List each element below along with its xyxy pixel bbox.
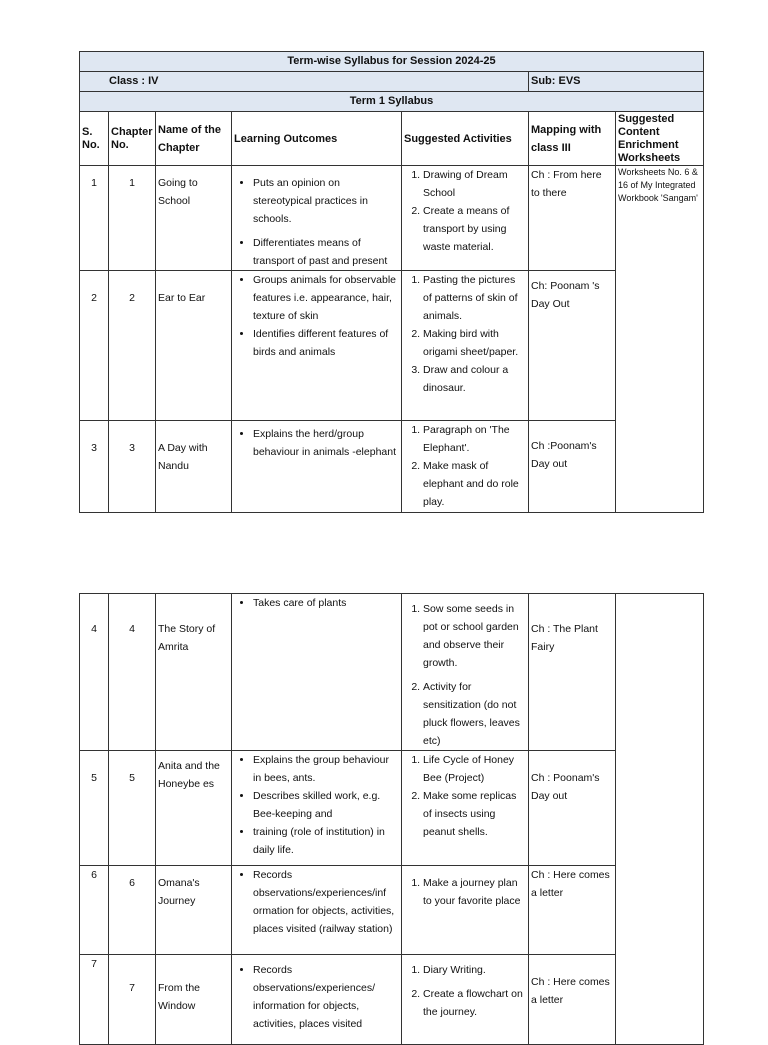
row-chapter-no: 5 [109, 751, 156, 866]
row-chapter-name: A Day with Nandu [156, 421, 232, 513]
enrichment-empty [616, 594, 704, 1045]
row-chapter-no: 2 [109, 271, 156, 421]
term-label: Term 1 Syllabus [80, 92, 704, 112]
activity-item: 1. Sow some seeds in pot or school garden and observe their growth. [423, 600, 526, 672]
row-mapping: Ch : The Plant Fairy [529, 594, 616, 751]
syllabus-table-term1 [79, 51, 704, 513]
activity-item: 1. Drawing of Dream School [423, 166, 526, 202]
row-sno: 3 [80, 421, 109, 513]
outcome-item: • Groups animals for observable features i.e. appearance, hair, texture of skin [253, 271, 399, 325]
row-sno: 6 [80, 866, 109, 955]
row-chapter-no: 1 [109, 166, 156, 271]
activity-item: 2. Activity for sensitization (do not pluck flowers, leaves etc) [423, 678, 526, 750]
outcome-item: • Describes skilled work, e.g. Bee-keeping and [253, 787, 399, 823]
col-suggested-activities: Suggested Activities [402, 112, 529, 166]
row-sno: 2 [80, 271, 109, 421]
table-row [80, 751, 704, 866]
row-mapping: Ch : From here to there [529, 166, 616, 271]
row-sno: 5 [80, 751, 109, 866]
activity-item: 3. Draw and colour a dinosaur. [423, 361, 526, 397]
col-enrichment: Suggested Content Enrichment Worksheets [616, 112, 704, 166]
col-sno: S. No. [80, 112, 109, 166]
row-chapter-no: 6 [109, 866, 156, 955]
table-row [80, 421, 704, 513]
row-mapping: Ch :Poonam's Day out [529, 421, 616, 513]
row-sno: 1 [80, 166, 109, 271]
outcome-item: • Explains the group behaviour in bees, ants. [253, 751, 399, 787]
outcome-item: • Explains the herd/group behaviour in animals -elephant [253, 425, 399, 461]
outcome-item: • Differentiates means of transport of past and present [253, 234, 399, 270]
table-row [80, 594, 704, 751]
activity-item: 1. Make a journey plan to your favorite place [423, 874, 526, 910]
activity-item: 1. Life Cycle of Honey Bee (Project) [423, 751, 526, 787]
col-chapter-no: Chapter No. [109, 112, 156, 166]
subject-label: Sub: EVS [529, 72, 704, 92]
row-mapping: Ch: Poonam 's Day Out [529, 271, 616, 421]
row-chapter-name: The Story of Amrita [156, 594, 232, 751]
row-chapter-name: Ear to Ear [156, 271, 232, 421]
row-sno: 7 [80, 955, 109, 1045]
outcome-item: • Records observations/experiences/ information for objects, activities, places visited [253, 961, 399, 1033]
outcome-item: • Takes care of plants [253, 594, 399, 612]
activity-item: 2. Make some replicas of insects using peanut shells. [423, 787, 526, 841]
activity-item: 2. Create a means of transport by using waste material. [423, 202, 526, 256]
class-label: Class : IV [80, 72, 529, 92]
col-mapping: Mapping with class III [529, 112, 616, 166]
outcome-item: • Identifies different features of birds and animals [253, 325, 399, 361]
outcome-item: • Puts an opinion on stereotypical practices in schools. [253, 174, 399, 228]
activity-item: 2. Create a flowchart on the journey. [423, 985, 526, 1021]
row-chapter-name: From the Window [156, 955, 232, 1045]
row-chapter-name: Anita and the Honeybe es [156, 751, 232, 866]
table-row [80, 955, 704, 1045]
table-row [80, 866, 704, 955]
row-chapter-name: Omana's Journey [156, 866, 232, 955]
col-chapter-name: Name of the Chapter [156, 112, 232, 166]
enrichment-note: Worksheets No. 6 & 16 of My Integrated Workbook 'Sangam' [616, 166, 704, 513]
outcome-item: • training (role of institution) in daily life. [253, 823, 399, 859]
row-chapter-name: Going to School [156, 166, 232, 271]
row-mapping: Ch : Here comes a letter [529, 866, 616, 955]
table-row [80, 166, 704, 271]
activity-item: 2. Make mask of elephant and do role play. [423, 457, 526, 511]
activity-item: 1. Diary Writing. [423, 961, 526, 979]
col-learning-outcomes: Learning Outcomes [232, 112, 402, 166]
syllabus-table-continued [79, 593, 704, 1045]
row-mapping: Ch : Here comes a letter [529, 955, 616, 1045]
activity-item: 2. Making bird with origami sheet/paper. [423, 325, 526, 361]
syllabus-title: Term-wise Syllabus for Session 2024-25 [80, 52, 704, 72]
outcome-item: • Records observations/experiences/inf ormation for objects, activities, places visited (railway station) [253, 866, 399, 938]
table-row [80, 271, 704, 421]
row-chapter-no: 3 [109, 421, 156, 513]
activity-item: 1. Paragraph on 'The Elephant'. [423, 421, 526, 457]
row-mapping: Ch : Poonam's Day out [529, 751, 616, 866]
row-chapter-no: 7 [109, 955, 156, 1045]
activity-item: 1. Pasting the pictures of patterns of skin of animals. [423, 271, 526, 325]
row-chapter-no: 4 [109, 594, 156, 751]
row-sno: 4 [80, 594, 109, 751]
